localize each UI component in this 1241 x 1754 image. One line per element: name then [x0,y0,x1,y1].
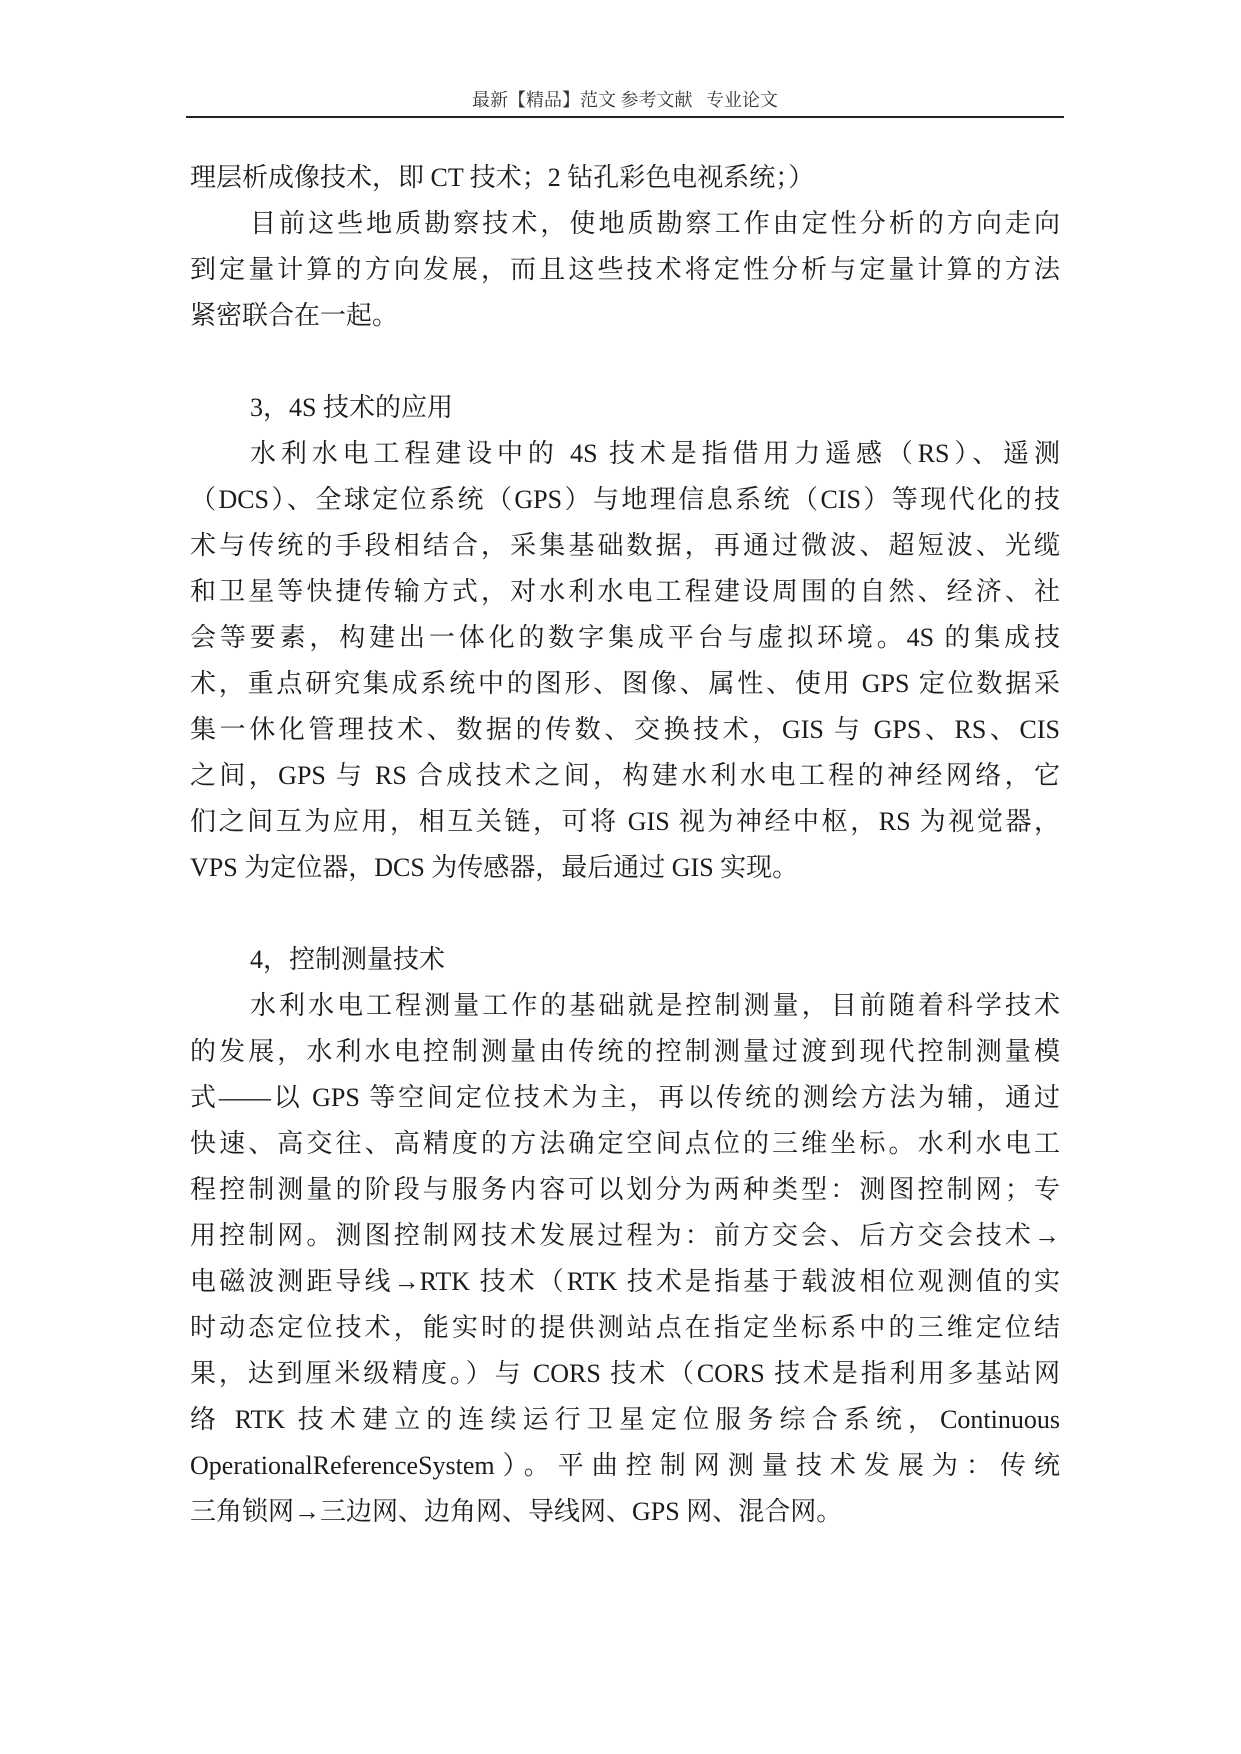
text-line: 的发展，水利水电控制测量由传统的控制测量过渡到现代控制测量模 [190,1037,1060,1066]
text-line: OperationalReferenceSystem）。平曲控制网测量技术发展为：传统 [190,1451,1060,1480]
text-line: VPS 为定位器，DCS 为传感器，最后通过 GIS 实现。 [190,853,799,882]
text-line: 果，达到厘米级精度。）与 CORS 技术（CORS 技术是指利用多基站网 [190,1359,1060,1388]
blank-line [190,891,1060,937]
text-line: 时动态定位技术，能实时的提供测站点在指定坐标系中的三维定位结 [190,1313,1060,1342]
intro-paragraph [190,155,1060,201]
text-line: 用控制网。测图控制网技术发展过程为：前方交会、后方交会技术→ [190,1221,1060,1250]
text-line: 水利水电工程建设中的 4S 技术是指借用力遥感（RS）、遥测 [250,439,1060,468]
text-line: 三角锁网→三边网、边角网、导线网、GPS 网、混合网。 [190,1497,843,1526]
paragraph [190,983,1060,1535]
text-line: 程控制测量的阶段与服务内容可以划分为两种类型：测图控制网；专 [190,1175,1060,1204]
section-heading: 4，控制测量技术 [250,945,446,974]
text-line: 水利水电工程测量工作的基础就是控制测量，目前随着科学技术 [250,991,1060,1020]
section-heading: 3，4S 技术的应用 [250,393,453,422]
document-body [190,155,1060,1535]
text-line: 到定量计算的方向发展，而且这些技术将定性分析与定量计算的方法 [190,255,1060,284]
section-3 [190,385,1060,891]
text-line: 式——以 GPS 等空间定位技术为主，再以传统的测绘方法为辅，通过 [190,1083,1060,1112]
text-line: 和卫星等快捷传输方式，对水利水电工程建设周围的自然、经济、社 [190,577,1060,606]
text-line: 络 RTK 技术建立的连续运行卫星定位服务综合系统，Continuous [190,1405,1060,1434]
text-line: 集一休化管理技术、数据的传数、交换技术，GIS 与 GPS、RS、CIS [190,715,1060,744]
text-line: 目前这些地质勘察技术，使地质勘察工作由定性分析的方向走向 [250,209,1060,238]
text-line: 快速、高交往、高精度的方法确定空间点位的三维坐标。水利水电工 [190,1129,1060,1158]
text-line: 术与传统的手段相结合，采集基础数据，再通过微波、超短波、光缆 [190,531,1060,560]
blank-line [190,339,1060,385]
section-4 [190,937,1060,1535]
paragraph [190,431,1060,891]
text-line: 们之间互为应用，相互关链，可将 GIS 视为神经中枢，RS 为视觉器， [190,807,1060,836]
text-line: 理层析成像技术，即 CT 技术；2 钻孔彩色电视系统；） [190,163,815,192]
text-line: 紧密联合在一起。 [190,301,399,330]
text-line: 之间，GPS 与 RS 合成技术之间，构建水利水电工程的神经网络，它 [190,761,1060,790]
header-rule [186,116,1064,118]
page-header: 最新【精品】范文 参考文献 专业论文 [472,90,778,110]
text-line: 术，重点研究集成系统中的图形、图像、属性、使用 GPS 定位数据采 [190,669,1060,698]
paragraph [190,201,1060,339]
text-line: 会等要素，构建出一体化的数字集成平台与虚拟环境。4S 的集成技 [190,623,1060,652]
text-line: （DCS）、全球定位系统（GPS）与地理信息系统（CIS）等现代化的技 [190,485,1060,514]
text-line: 电磁波测距导线→RTK 技术（RTK 技术是指基于载波相位观测值的实 [190,1267,1060,1296]
